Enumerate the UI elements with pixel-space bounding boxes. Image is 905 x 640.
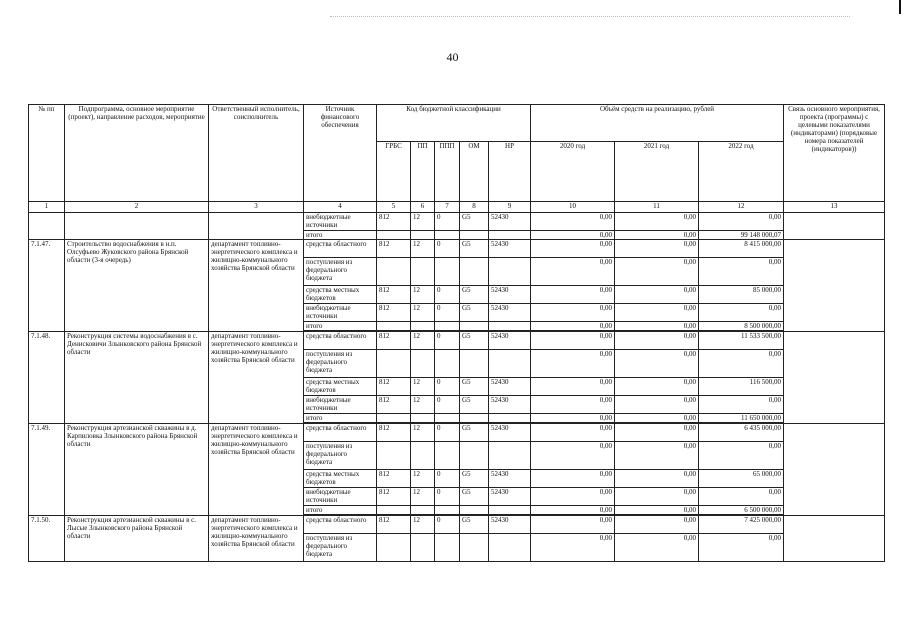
source-cell: поступления из федерального бюджета [304,350,377,378]
source-cell: внебюджетные источники [304,213,377,231]
nr-cell: 52430 [489,286,531,304]
amount-2020: 0,00 [531,534,615,562]
source-cell: внебюджетные источники [304,304,377,322]
header-pp: ПП [411,142,435,202]
column-number: 12 [699,202,784,213]
column-number: 13 [784,202,885,213]
om-cell: G5 [460,470,489,488]
amount-2022: 85 000,00 [699,286,784,304]
total-2022: 11 650 000,00 [699,414,784,423]
grbs-cell: 812 [377,286,411,304]
column-number: 4 [304,202,377,213]
ppp-cell: 0 [435,396,460,414]
amount-2022: 0,00 [699,258,784,286]
grbs-cell: 812 [377,213,411,231]
item-name: Реконструкция артезианской скважины в с. Лысые Злынковского района Брянской области [65,516,209,562]
amount-2021: 0,00 [615,442,699,470]
total-2022: 99 148 000,07 [699,231,784,240]
column-number: 9 [489,202,531,213]
header-link: Связь основного мероприятия, проекта (программы) с целевыми показателями (индикаторами) (порядковые номера показателей (индикаторов)) [784,105,885,202]
header-grbs: ГРБС [377,142,411,202]
cell-empty [29,213,65,240]
nr-cell: 52430 [489,396,531,414]
table-row [29,516,885,534]
item-responsible: департамент топливно-энергетического комплекса и жилищно-коммунального хозяйства Брянской области [209,332,304,424]
total-2021: 0,00 [615,322,699,331]
header-responsible: Ответственный исполнитель, соисполнитель [209,105,304,202]
amount-2022: 0,00 [699,304,784,322]
amount-2022: 8 415 000,00 [699,240,784,258]
om-cell: G5 [460,488,489,506]
amount-2021: 0,00 [615,516,699,534]
amount-2020: 0,00 [531,258,615,286]
header-2020: 2020 год [531,142,615,202]
header-2022: 2022 год [699,142,784,202]
header-program: Подпрограмма, основное мероприятие (проект), направление расходов, мероприятие [65,105,209,202]
pp-cell: 12 [411,213,435,231]
column-number: 11 [615,202,699,213]
nr-cell: 52430 [489,488,531,506]
ppp-cell: 0 [435,378,460,396]
grbs-cell: 812 [377,516,411,534]
table-row [29,332,885,350]
column-number: 8 [460,202,489,213]
amount-2020: 0,00 [531,442,615,470]
total-2021: 0,00 [615,506,699,515]
item-number: 7.1.48. [29,332,65,424]
header-no: № пп [29,105,65,202]
nr-cell: 52430 [489,378,531,396]
item-name: Строительство водоснабжения в н.п. Олсуфьево Жуковского района Брянской области (3-я очередь) [65,240,209,332]
grbs-cell: 812 [377,488,411,506]
column-number: 3 [209,202,304,213]
source-cell: итого [304,231,377,240]
column-number: 6 [411,202,435,213]
item-number: 7.1.49. [29,424,65,516]
amount-2022: 7 425 000,00 [699,516,784,534]
item-responsible: департамент топливно-энергетического комплекса и жилищно-коммунального хозяйства Брянской области [209,240,304,332]
source-cell: поступления из федерального бюджета [304,534,377,562]
om-cell: G5 [460,304,489,322]
item-number: 7.1.50. [29,516,65,562]
amount-2021: 0,00 [615,470,699,488]
nr-cell: 52430 [489,304,531,322]
source-cell: внебюджетные источники [304,488,377,506]
nr-cell: 52430 [489,213,531,231]
om-cell: G5 [460,516,489,534]
pp-cell: 12 [411,332,435,350]
amount-2021: 0,00 [615,258,699,286]
source-cell: итого [304,322,377,331]
ppp-cell: 0 [435,286,460,304]
total-2022: 8 500 000,00 [699,322,784,331]
amount-2022: 11 533 500,00 [699,332,784,350]
scan-artifact-dots [330,16,850,18]
header-amount: Объём средств на реализацию, рублей [531,105,784,142]
source-cell: внебюджетные источники [304,396,377,414]
source-cell: средства местных бюджетов [304,378,377,396]
amount-2022: 0,00 [699,213,784,231]
amount-2021: 0,00 [615,213,699,231]
total-2021: 0,00 [615,231,699,240]
header-source: Источник финансового обеспечения [304,105,377,202]
ppp-cell: 0 [435,304,460,322]
cell-empty [784,424,885,516]
header-nr: НР [489,142,531,202]
table-row [29,240,885,258]
total-2021: 0,00 [615,414,699,423]
grbs-cell: 812 [377,424,411,442]
ppp-cell: 0 [435,470,460,488]
total-2020: 0,00 [531,231,615,240]
source-cell: средства местных бюджетов [304,470,377,488]
om-cell: G5 [460,286,489,304]
grbs-cell: 812 [377,470,411,488]
amount-2020: 0,00 [531,470,615,488]
ppp-cell: 0 [435,516,460,534]
om-cell: G5 [460,332,489,350]
amount-2020: 0,00 [531,213,615,231]
column-number: 5 [377,202,411,213]
source-cell: средства областного [304,240,377,258]
total-2020: 0,00 [531,506,615,515]
table-row [29,213,885,231]
ppp-cell: 0 [435,424,460,442]
cell-empty [784,332,885,424]
cell-empty [65,213,209,240]
ppp-cell: 0 [435,332,460,350]
om-cell: G5 [460,213,489,231]
amount-2020: 0,00 [531,424,615,442]
pp-cell: 12 [411,488,435,506]
source-cell: средства местных бюджетов [304,286,377,304]
page-number: 40 [446,50,459,64]
total-2020: 0,00 [531,322,615,331]
amount-2021: 0,00 [615,240,699,258]
grbs-cell: 812 [377,304,411,322]
pp-cell: 12 [411,470,435,488]
item-responsible: департамент топливно-энергетического комплекса и жилищно-коммунального хозяйства Брянской области [209,424,304,516]
pp-cell: 12 [411,516,435,534]
nr-cell: 52430 [489,332,531,350]
amount-2021: 0,00 [615,534,699,562]
item-name: Реконструкция артезианской скважины в д. Карпиловка Злынковского района Брянской области [65,424,209,516]
amount-2020: 0,00 [531,396,615,414]
header-row [29,105,885,142]
source-cell: средства областного [304,332,377,350]
grbs-cell: 812 [377,396,411,414]
ppp-cell: 0 [435,488,460,506]
header-2021: 2021 год [615,142,699,202]
nr-cell: 52430 [489,240,531,258]
amount-2022: 116 500,00 [699,378,784,396]
source-cell: поступления из федерального бюджета [304,258,377,286]
ppp-cell: 0 [435,213,460,231]
pp-cell: 12 [411,378,435,396]
pp-cell: 12 [411,286,435,304]
amount-2020: 0,00 [531,240,615,258]
amount-2021: 0,00 [615,350,699,378]
total-2022: 6 500 000,00 [699,506,784,515]
total-2020: 0,00 [531,414,615,423]
cell-empty [784,240,885,332]
amount-2022: 0,00 [699,534,784,562]
amount-2020: 0,00 [531,304,615,322]
nr-cell: 52430 [489,470,531,488]
source-cell: итого [304,506,377,515]
cell-empty [784,516,885,562]
table-row [29,424,885,442]
amount-2022: 0,00 [699,350,784,378]
source-cell: поступления из федерального бюджета [304,442,377,470]
amount-2020: 0,00 [531,516,615,534]
pp-cell: 12 [411,240,435,258]
item-name: Реконструкция системы водоснабжения в с. Денисковичи Злынковского района Брянской области [65,332,209,424]
header-om: ОМ [460,142,489,202]
source-cell: итого [304,414,377,423]
nr-cell: 52430 [489,516,531,534]
source-cell: средства областного [304,516,377,534]
amount-2022: 65 000,00 [699,470,784,488]
nr-cell: 52430 [489,424,531,442]
amount-2020: 0,00 [531,332,615,350]
scan-edge-mark [899,0,901,14]
amount-2022: 0,00 [699,488,784,506]
column-number: 2 [65,202,209,213]
om-cell: G5 [460,240,489,258]
om-cell: G5 [460,424,489,442]
pp-cell: 12 [411,424,435,442]
header-ppp: ППП [435,142,460,202]
pp-cell: 12 [411,304,435,322]
budget-table [28,104,885,562]
column-number: 7 [435,202,460,213]
amount-2020: 0,00 [531,350,615,378]
amount-2021: 0,00 [615,488,699,506]
amount-2020: 0,00 [531,286,615,304]
amount-2021: 0,00 [615,378,699,396]
om-cell: G5 [460,396,489,414]
column-number-row [29,202,885,213]
amount-2021: 0,00 [615,424,699,442]
amount-2022: 0,00 [699,396,784,414]
grbs-cell: 812 [377,240,411,258]
amount-2022: 6 435 000,00 [699,424,784,442]
amount-2021: 0,00 [615,332,699,350]
amount-2021: 0,00 [615,286,699,304]
source-cell: средства областного [304,424,377,442]
column-number: 1 [29,202,65,213]
om-cell: G5 [460,378,489,396]
item-responsible: департамент топливно-энергетического комплекса и жилищно-коммунального хозяйства Брянской области [209,516,304,562]
amount-2021: 0,00 [615,396,699,414]
header-budget-code: Код бюджетной классификации [377,105,531,142]
amount-2020: 0,00 [531,488,615,506]
amount-2021: 0,00 [615,304,699,322]
amount-2022: 0,00 [699,442,784,470]
ppp-cell: 0 [435,240,460,258]
amount-2020: 0,00 [531,378,615,396]
cell-empty [784,213,885,240]
item-number: 7.1.47. [29,240,65,332]
cell-empty [209,213,304,240]
grbs-cell: 812 [377,332,411,350]
grbs-cell: 812 [377,378,411,396]
pp-cell: 12 [411,396,435,414]
column-number: 10 [531,202,615,213]
